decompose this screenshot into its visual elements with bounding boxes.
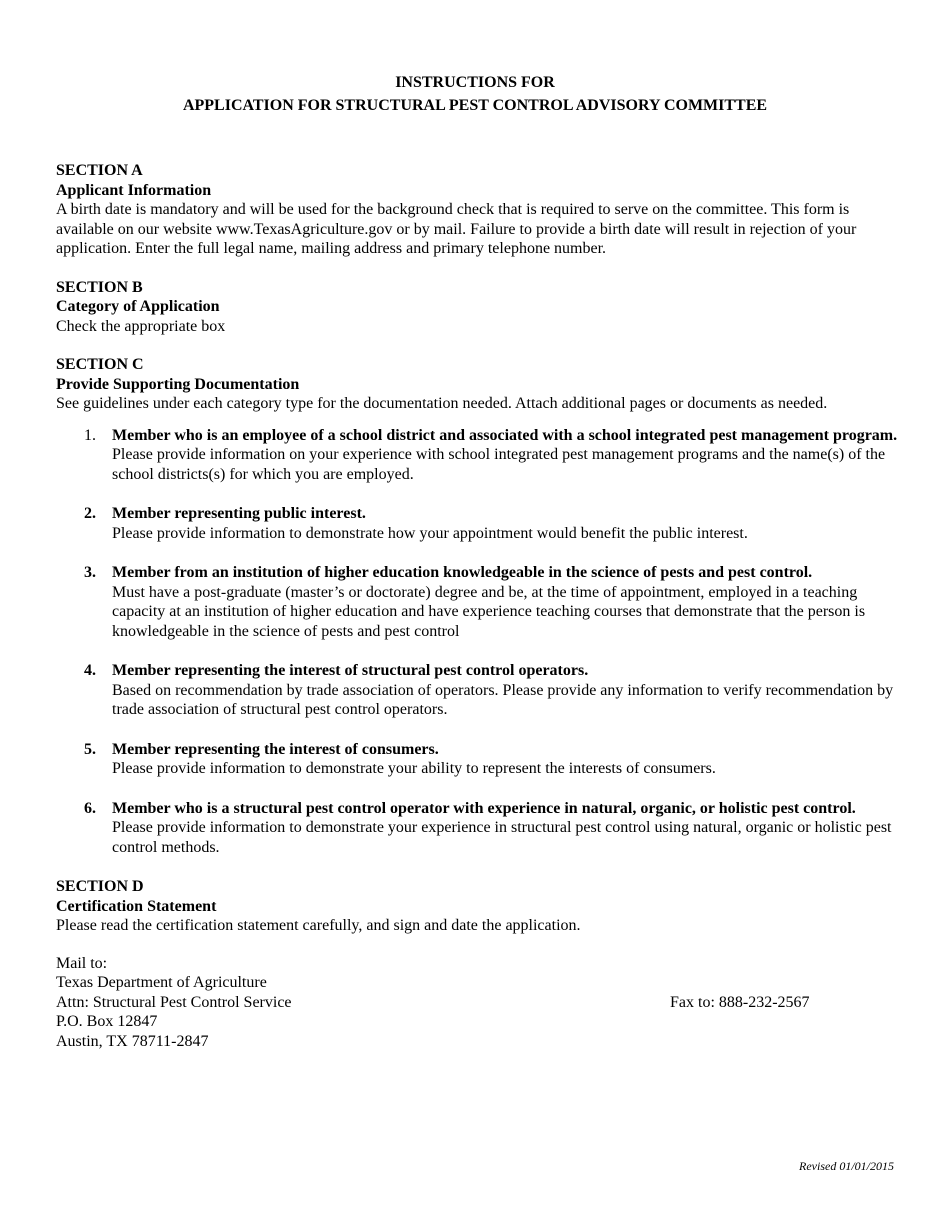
category-list — [56, 426, 898, 858]
list-item-number: 5. — [84, 740, 96, 758]
fax-number: Fax to: 888-232-2567 — [670, 993, 810, 1011]
section-d-text: Please read the certification statement carefully, and sign and date the application. — [56, 917, 581, 934]
list-item — [56, 426, 898, 485]
mailing-address — [56, 954, 898, 1052]
title-line-2: APPLICATION FOR STRUCTURAL PEST CONTROL ADVISORY COMMITTEE — [182, 97, 768, 114]
list-item-text: Please provide information on your experience with school integrated pest management programs and the name(s) of the school districts(s) for which you are employed. — [112, 446, 886, 483]
section-a-heading: Applicant Information — [56, 181, 212, 199]
list-item-number: 4. — [84, 662, 96, 679]
list-item-number: 6. — [84, 799, 96, 817]
mail-city: Austin, TX 78711-2847 — [56, 1032, 209, 1050]
list-item-text: Please provide information to demonstrate your ability to represent the interests of consumers. — [112, 760, 716, 777]
instructions-body — [56, 161, 898, 1051]
section-d-heading: Certification Statement — [56, 897, 217, 915]
section-c-label: SECTION C — [56, 356, 144, 373]
list-item-number: 3. — [84, 564, 96, 581]
list-item — [56, 563, 898, 641]
list-item-text: Must have a post-graduate (master’s or doctorate) degree and be, at the time of appointment, employed in a teaching capacity at an institution of higher education and have experience teaching courses that demonstrate that the person is knowledgeable in the science of pests and pest control — [112, 583, 866, 640]
list-item-number: 2. — [84, 505, 96, 522]
mail-po-box: P.O. Box 12847 — [56, 1013, 158, 1030]
list-item-number: 1. — [84, 426, 96, 444]
list-item — [56, 504, 898, 543]
section-b — [56, 278, 898, 337]
mail-attn: Attn: Structural Pest Control Service — [56, 993, 292, 1011]
list-item-text: Please provide information to demonstrate your experience in structural pest control using natural, organic or holistic pest control methods. — [112, 819, 892, 856]
list-item-title: Member who is an employee of a school district and associated with a school integrated pest management program. — [112, 426, 898, 444]
list-item-text: Based on recommendation by trade association of operators. Please provide any information to verify recommendation by trade association of structural pest control operators. — [112, 681, 894, 718]
section-a-label: SECTION A — [56, 162, 143, 179]
list-item-text: Please provide information to demonstrate how your appointment would benefit the public interest. — [112, 524, 748, 542]
mail-label: Mail to: — [56, 954, 108, 972]
section-b-heading: Category of Application — [56, 298, 220, 315]
list-item-title: Member representing public interest. — [112, 505, 366, 522]
mail-org: Texas Department of Agriculture — [56, 974, 267, 991]
list-item — [56, 799, 898, 858]
document-title — [0, 71, 950, 117]
list-item-title: Member representing the interest of consumers. — [112, 740, 439, 758]
list-item-title: Member representing the interest of structural pest control operators. — [112, 662, 589, 679]
section-c — [56, 355, 898, 857]
section-c-heading: Provide Supporting Documentation — [56, 375, 300, 393]
section-b-text: Check the appropriate box — [56, 317, 226, 335]
section-c-text: See guidelines under each category type for the documentation needed. Attach additional pages or documents as needed. — [56, 395, 828, 412]
list-item — [56, 661, 898, 720]
revised-date: Revised 01/01/2015 — [799, 1159, 894, 1173]
section-d — [56, 877, 898, 936]
section-d-label: SECTION D — [56, 878, 144, 895]
section-a — [56, 161, 898, 259]
section-b-label: SECTION B — [56, 278, 143, 296]
section-a-text: A birth date is mandatory and will be used for the background check that is required to serve on the committee. This form is available on our website www.TexasAgriculture.gov or by mail. Failure to provide a birth date will result in rejection of your application. Enter the full legal name, mailing address and primary telephone number. — [56, 201, 857, 257]
list-item-title: Member from an institution of higher education knowledgeable in the science of pests and pest control. — [112, 564, 813, 581]
list-item — [56, 740, 898, 779]
title-line-1: INSTRUCTIONS FOR — [395, 74, 555, 91]
list-item-title: Member who is a structural pest control operator with experience in natural, organic, or holistic pest control. — [112, 799, 856, 817]
